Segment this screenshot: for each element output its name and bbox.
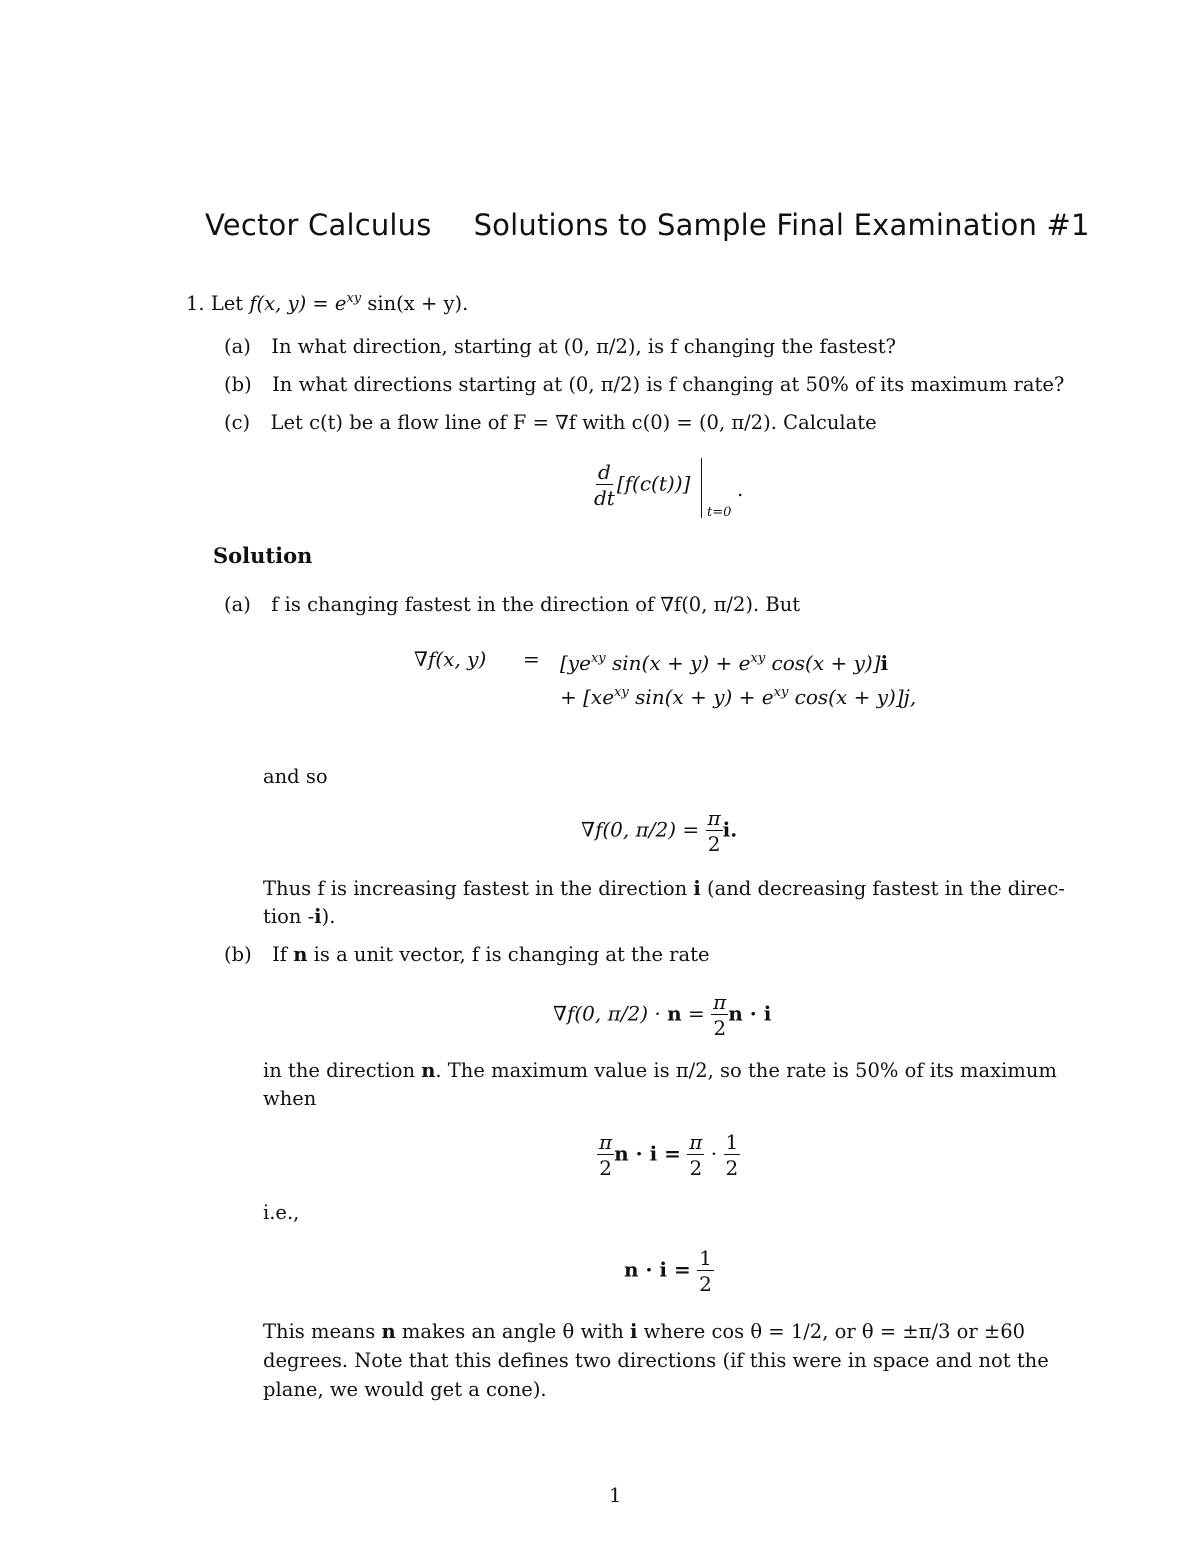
unit-vector-n: n bbox=[421, 1059, 436, 1082]
gradient-term: cos(x + y)] bbox=[771, 651, 881, 675]
title-rest: Solutions to Sample Final Examination #1 bbox=[473, 208, 1090, 242]
derivative-period: . bbox=[737, 477, 744, 501]
solution-b-intro bbox=[224, 942, 710, 968]
evaluation-bar bbox=[701, 458, 702, 518]
equals-sign: = bbox=[688, 1001, 705, 1026]
fraction-num: 1 bbox=[725, 1130, 739, 1154]
text-segment: where cos θ = 1/2, or θ = ±π/3 or ±60 bbox=[643, 1320, 1026, 1343]
unit-vector-i: i bbox=[693, 877, 701, 900]
exponent: xy bbox=[750, 651, 766, 666]
text-segment: (and decreasing fastest in the direc- bbox=[706, 877, 1065, 900]
function-rest: sin(x + y). bbox=[367, 292, 469, 315]
gradient-term: sin(x + y) + e bbox=[611, 651, 751, 675]
fraction-pi-over-2 bbox=[597, 1132, 614, 1178]
means-line-3: plane, we would get a cone). bbox=[263, 1378, 547, 1401]
gradient-term: + [xe bbox=[560, 685, 615, 709]
ni-equation bbox=[624, 1248, 714, 1294]
intro-text: f is changing fastest in the direction of ∇f(0, π/2). But bbox=[271, 593, 801, 616]
exponent: xy bbox=[773, 685, 789, 700]
fraction-num: π bbox=[599, 1130, 613, 1154]
gradient-term: sin(x + y) + e bbox=[635, 685, 774, 709]
text-segment: This means bbox=[263, 1320, 376, 1343]
unit-vector-i: i bbox=[630, 1320, 638, 1343]
fraction-den: 2 bbox=[725, 1156, 739, 1180]
fraction-num: π bbox=[689, 1130, 703, 1154]
derivative-den: dt bbox=[594, 486, 615, 510]
title-course: Vector Calculus bbox=[205, 208, 432, 242]
text-segment: in the direction bbox=[263, 1059, 416, 1082]
fraction-den: 2 bbox=[713, 1016, 727, 1040]
when-equation bbox=[597, 1132, 740, 1178]
text-segment: makes an angle θ with bbox=[401, 1320, 624, 1343]
gradient-equals: = bbox=[523, 647, 540, 671]
part-label: (a) bbox=[224, 593, 251, 616]
unit-vector-n: n bbox=[381, 1320, 396, 1343]
problem-statement bbox=[186, 286, 468, 317]
derivative-expression bbox=[592, 462, 690, 508]
gradient-line-1 bbox=[560, 646, 888, 676]
gradient-line-2 bbox=[560, 680, 916, 710]
exponent: xy bbox=[590, 651, 606, 666]
ie-text: i.e., bbox=[263, 1201, 300, 1224]
problem-number: 1. bbox=[186, 292, 205, 315]
dot-product-n-i: n · i = bbox=[624, 1257, 691, 1282]
text-segment: If bbox=[272, 943, 288, 966]
fraction-num: 1 bbox=[699, 1246, 712, 1270]
fraction-pi-over-2 bbox=[706, 808, 723, 854]
fraction-den: 2 bbox=[707, 832, 721, 856]
part-text: In what directions starting at (0, π/2) is f changing at 50% of its maximum rate? bbox=[272, 373, 1065, 396]
solution-a-intro bbox=[224, 592, 800, 618]
gradient-lhs: ∇f(x, y) bbox=[414, 647, 487, 671]
problem-let: Let bbox=[210, 292, 244, 315]
gradient-term: cos(x + y)]j, bbox=[794, 685, 917, 709]
text-segment: tion - bbox=[263, 905, 315, 928]
gradient-at-point-lhs: ∇f(0, π/2) = bbox=[581, 817, 700, 842]
rate-equation bbox=[553, 992, 771, 1038]
and-so-text: and so bbox=[263, 765, 328, 788]
dot-product-n-i: n · i = bbox=[614, 1141, 681, 1166]
fraction-num: π bbox=[707, 806, 721, 830]
part-label: (b) bbox=[224, 373, 252, 396]
exponent: xy bbox=[614, 685, 629, 700]
function-exp: xy bbox=[346, 291, 362, 306]
gradient-term: [ye bbox=[560, 651, 591, 675]
page-number: 1 bbox=[609, 1484, 622, 1507]
text-segment: ). bbox=[321, 905, 336, 928]
dot-operator: · bbox=[710, 1141, 718, 1166]
part-label: (a) bbox=[224, 335, 251, 358]
text-segment: is a unit vector, f is changing at the rate bbox=[313, 943, 710, 966]
gradient-at-point bbox=[581, 808, 737, 854]
derivative-num: d bbox=[598, 460, 611, 484]
unit-vector-i: i. bbox=[722, 817, 738, 842]
dot-product-n-i: n · i bbox=[728, 1001, 772, 1026]
function-def: f(x, y) = e bbox=[249, 292, 347, 315]
fraction-pi-over-2 bbox=[711, 992, 728, 1038]
fraction-one-half bbox=[724, 1132, 741, 1178]
fraction-den: 2 bbox=[699, 1272, 712, 1296]
direction-line-1 bbox=[263, 1058, 1057, 1084]
unit-vector-n: n bbox=[293, 943, 308, 966]
part-text: Let c(t) be a flow line of F = ∇f with c(0) = (0, π/2). Calculate bbox=[270, 411, 877, 434]
fraction-den: 2 bbox=[599, 1156, 612, 1180]
part-text: In what direction, starting at (0, π/2), is f changing the fastest? bbox=[271, 335, 897, 358]
fraction-num: π bbox=[713, 990, 727, 1014]
unit-vector-i: i bbox=[880, 651, 889, 675]
means-line-1 bbox=[263, 1319, 1025, 1345]
page-title bbox=[205, 208, 1090, 242]
text-segment: Thus f is increasing fastest in the direction bbox=[263, 877, 688, 900]
unit-vector-n: n bbox=[667, 1001, 682, 1026]
rate-lhs: ∇f(0, π/2) · bbox=[553, 1001, 661, 1026]
fraction-one-half bbox=[697, 1248, 714, 1294]
derivative-body: [f(c(t))] bbox=[616, 471, 691, 496]
part-a-question bbox=[224, 334, 896, 360]
part-c-question bbox=[224, 410, 877, 436]
part-label: (b) bbox=[224, 943, 252, 966]
part-b-question bbox=[224, 372, 1064, 398]
unit-vector-i: i bbox=[314, 905, 322, 928]
solution-heading: Solution bbox=[213, 543, 313, 568]
thus-line-2 bbox=[263, 904, 335, 930]
fraction-pi-over-2 bbox=[687, 1132, 704, 1178]
text-segment: . The maximum value is π/2, so the rate is 50% of its maximum bbox=[435, 1059, 1057, 1082]
fraction-den: 2 bbox=[689, 1156, 703, 1180]
evaluation-point: t=0 bbox=[707, 505, 732, 520]
means-line-2: degrees. Note that this defines two directions (if this were in space and not the bbox=[263, 1349, 1049, 1372]
direction-line-2: when bbox=[263, 1087, 317, 1110]
part-label: (c) bbox=[224, 411, 251, 434]
derivative-fraction bbox=[592, 462, 617, 508]
thus-line-1 bbox=[263, 876, 1065, 902]
